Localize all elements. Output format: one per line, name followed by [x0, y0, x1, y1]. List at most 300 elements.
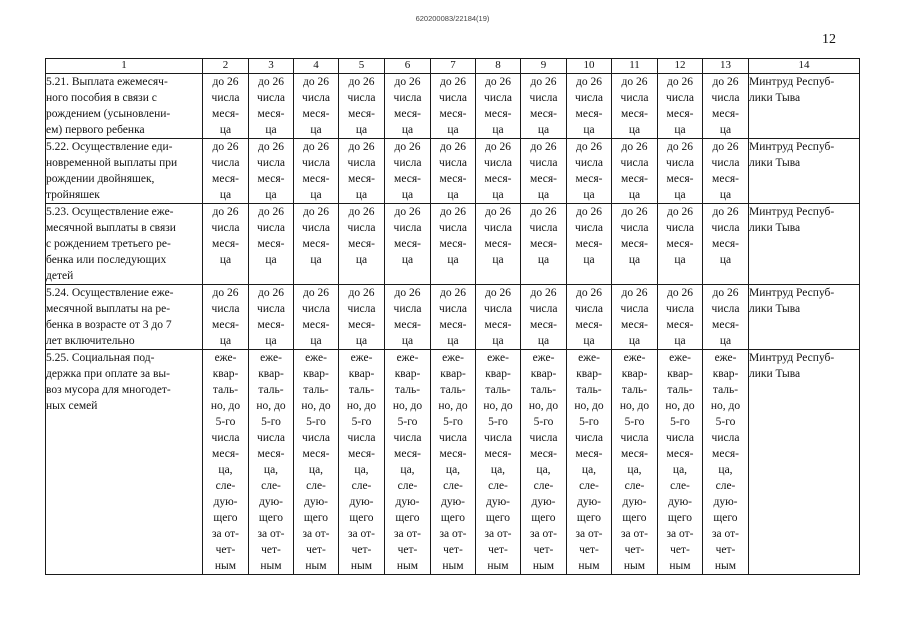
deadline-cell — [658, 139, 703, 204]
cell-text-line: меся- — [348, 448, 375, 460]
cell-text-line: числа — [484, 303, 512, 315]
cell-text-line: таль- — [348, 384, 375, 396]
cell-text-line: числа — [711, 92, 740, 104]
cell-text-line: но, до — [256, 400, 286, 412]
cell-text-line: меся- — [530, 238, 557, 250]
cell-text-line: сле- — [351, 480, 372, 492]
cell-text-line: до 26 — [348, 287, 375, 299]
cell-text-line: ным — [623, 560, 646, 572]
cell-text-line: сле- — [215, 480, 236, 492]
cell-text-line: таль- — [485, 384, 511, 396]
cell-text-line: сле- — [624, 480, 645, 492]
cell-text-line: меся- — [666, 238, 694, 250]
cell-text-line: еже- — [578, 352, 600, 364]
measure-description-cell — [46, 74, 203, 139]
cell-text-line: Минтруд Респуб- — [749, 352, 835, 364]
cell-text-line: числа — [711, 222, 740, 234]
cell-text-line: лики Тыва — [749, 92, 801, 104]
deadline-cell — [521, 74, 567, 139]
deadline-cell — [658, 74, 703, 139]
cell-text-line: таль- — [212, 384, 239, 396]
cell-text-line: меся- — [712, 173, 739, 185]
cell-text-line: ем) первого ребенка — [46, 124, 145, 136]
cell-text-line: до 26 — [440, 76, 466, 88]
deadline-cell — [567, 204, 612, 285]
cell-text-line: квар- — [348, 368, 375, 380]
cell-text-line: сле- — [397, 480, 418, 492]
cell-text-line: сле- — [488, 480, 508, 492]
cell-text-line: ным — [214, 560, 237, 572]
table-row — [46, 350, 860, 575]
cell-text-line: меся- — [212, 319, 239, 331]
cell-text-line: ца, — [218, 464, 233, 476]
cell-text-line: числа — [211, 222, 240, 234]
cell-text-line: щего — [713, 512, 738, 524]
cell-text-line: меся- — [394, 238, 421, 250]
cell-text-line: но, до — [210, 400, 241, 412]
cell-text-line: чет- — [215, 544, 236, 556]
column-header: 11 — [612, 59, 658, 74]
cell-text-line: числа — [666, 432, 694, 444]
cell-text-line: 5-го — [306, 416, 326, 428]
cell-text-line: числа — [257, 222, 285, 234]
cell-text-line: ца, — [263, 464, 279, 476]
cell-text-line: меся- — [439, 238, 467, 250]
cell-text-line: числа — [620, 432, 649, 444]
cell-text-line: числа — [393, 92, 422, 104]
cell-text-line: меся- — [621, 448, 648, 460]
cell-text-line: до 26 — [712, 76, 739, 88]
cell-text-line: меся- — [530, 173, 557, 185]
cell-text-line: таль- — [667, 384, 693, 396]
cell-text-line: еже- — [214, 352, 237, 364]
column-header: 8 — [476, 59, 521, 74]
cell-text-line: числа — [347, 432, 376, 444]
cell-text-line: числа — [211, 303, 240, 315]
cell-text-line: таль- — [576, 384, 602, 396]
cell-text-line: числа — [529, 157, 558, 169]
cell-text-line: числа — [393, 432, 422, 444]
cell-text-line: чет- — [624, 544, 645, 556]
deadline-cell — [339, 139, 385, 204]
cell-text-line: числа — [257, 92, 285, 104]
cell-text-line: меся- — [348, 238, 375, 250]
deadline-cell — [521, 350, 567, 575]
deadline-cell — [703, 74, 749, 139]
cell-text-line: 5-го — [488, 416, 508, 428]
cell-text-line: за от- — [257, 528, 285, 540]
cell-text-line: ца — [537, 335, 550, 347]
cell-text-line: ца — [355, 254, 368, 266]
cell-text-line: ца — [355, 189, 368, 201]
cell-text-line: ца, — [581, 464, 597, 476]
cell-text-line: дую- — [303, 496, 329, 508]
cell-text-line: таль- — [258, 384, 284, 396]
cell-text-line: лики Тыва — [749, 222, 801, 234]
cell-text-line: квар- — [212, 368, 239, 380]
cell-text-line: числа — [529, 92, 558, 104]
cell-text-line: месячной выплаты на ре- — [46, 303, 171, 315]
cell-text-line: меся- — [212, 238, 239, 250]
cell-text-line: таль- — [440, 384, 466, 396]
cell-text-line: ца, — [627, 464, 642, 476]
cell-text-line: числа — [484, 157, 512, 169]
deadline-cell — [203, 285, 249, 350]
deadline-cell — [294, 139, 339, 204]
cell-text-line: числа — [439, 432, 467, 444]
cell-text-line: меся- — [257, 173, 285, 185]
cell-text-line: ца — [310, 124, 322, 136]
cell-text-line: меся- — [439, 448, 467, 460]
cell-text-line: дую- — [258, 496, 284, 508]
cell-text-line: таль- — [394, 384, 421, 396]
schedule-table — [45, 58, 860, 575]
cell-text-line: числа — [711, 432, 740, 444]
cell-text-line: до 26 — [440, 141, 466, 153]
cell-text-line: щего — [576, 512, 602, 524]
cell-text-line: меся- — [530, 319, 557, 331]
cell-text-line: за от- — [575, 528, 603, 540]
cell-text-line: бенка или последующих — [46, 254, 167, 266]
cell-text-line: щего — [667, 512, 693, 524]
cell-text-line: но, до — [346, 400, 377, 412]
cell-text-line: 5-го — [533, 416, 554, 428]
cell-text-line: ца — [401, 189, 414, 201]
cell-text-line: ца — [537, 254, 550, 266]
cell-text-line: меся- — [348, 108, 375, 120]
cell-text-line: ца, — [308, 464, 324, 476]
cell-text-line: 5-го — [443, 416, 463, 428]
cell-text-line: числа — [211, 157, 240, 169]
cell-text-line: до 26 — [348, 76, 375, 88]
cell-text-line: дую- — [576, 496, 602, 508]
deadline-cell — [521, 139, 567, 204]
cell-text-line: числа — [575, 157, 603, 169]
cell-text-line: ца — [583, 124, 595, 136]
cell-text-line: рождением (усыновлени- — [46, 108, 171, 120]
cell-text-line: ным — [578, 560, 600, 572]
cell-text-line: чет- — [397, 544, 418, 556]
cell-text-line: числа — [529, 432, 558, 444]
cell-text-line: меся- — [394, 448, 421, 460]
cell-text-line: ца — [719, 124, 732, 136]
cell-text-line: ца — [492, 254, 504, 266]
cell-text-line: таль- — [530, 384, 557, 396]
column-header: 9 — [521, 59, 567, 74]
cell-text-line: дую- — [213, 496, 238, 508]
cell-text-line: квар- — [667, 368, 693, 380]
cell-text-line: ца — [719, 189, 732, 201]
cell-text-line: но, до — [574, 400, 604, 412]
deadline-cell — [339, 350, 385, 575]
cell-text-line: сле- — [306, 480, 326, 492]
table-row — [46, 74, 860, 139]
table-row — [46, 204, 860, 285]
cell-text-line: меся- — [575, 173, 603, 185]
cell-text-line: до 26 — [303, 287, 329, 299]
cell-text-line: ным — [714, 560, 737, 572]
cell-text-line: но, до — [619, 400, 650, 412]
cell-text-line: до 26 — [212, 287, 239, 299]
cell-text-line: 5-го — [715, 416, 736, 428]
cell-text-line: чет- — [533, 544, 554, 556]
cell-text-line: ца — [265, 335, 277, 347]
cell-text-line: до 26 — [485, 141, 511, 153]
cell-text-line: меся- — [666, 448, 694, 460]
cell-text-line: чет- — [488, 544, 508, 556]
cell-text-line: ца — [447, 254, 459, 266]
cell-text-line: меся- — [302, 238, 330, 250]
cell-text-line: ным — [260, 560, 282, 572]
cell-text-line: за от- — [302, 528, 330, 540]
cell-text-line: меся- — [302, 319, 330, 331]
cell-text-line: чет- — [715, 544, 736, 556]
column-header: 4 — [294, 59, 339, 74]
cell-text-line: числа — [484, 222, 512, 234]
cell-text-line: воз мусора для многодет- — [46, 384, 171, 396]
cell-text-line: еже- — [532, 352, 555, 364]
cell-text-line: ца — [310, 254, 322, 266]
cell-text-line: числа — [575, 92, 603, 104]
cell-text-line: до 26 — [712, 141, 739, 153]
cell-text-line: ца — [628, 254, 641, 266]
deadline-cell — [612, 74, 658, 139]
cell-text-line: 5-го — [261, 416, 281, 428]
cell-text-line: ца — [310, 335, 322, 347]
column-header: 3 — [249, 59, 294, 74]
cell-text-line: еже- — [350, 352, 373, 364]
cell-text-line: ца, — [490, 464, 506, 476]
cell-text-line: квар- — [258, 368, 284, 380]
cell-text-line: за от- — [348, 528, 375, 540]
deadline-cell — [431, 74, 476, 139]
cell-text-line: но, до — [438, 400, 468, 412]
deadline-cell — [294, 74, 339, 139]
responsible-executor-cell — [749, 139, 860, 204]
cell-text-line: числа — [257, 157, 285, 169]
cell-text-line: Минтруд Респуб- — [749, 287, 835, 299]
cell-text-line: ца — [265, 189, 277, 201]
cell-text-line: до 26 — [440, 287, 466, 299]
measure-description-cell — [46, 285, 203, 350]
cell-text-line: но, до — [483, 400, 513, 412]
cell-text-line: меся- — [666, 319, 694, 331]
cell-text-line: меся- — [530, 108, 557, 120]
responsible-executor-cell — [749, 285, 860, 350]
cell-text-line: ным — [532, 560, 555, 572]
cell-text-line: ца — [355, 124, 368, 136]
cell-text-line: но, до — [301, 400, 331, 412]
cell-text-line: сле- — [715, 480, 736, 492]
cell-text-line: но, до — [528, 400, 559, 412]
cell-text-line: числа — [393, 222, 422, 234]
cell-text-line: за от- — [666, 528, 694, 540]
cell-text-line: до 26 — [621, 206, 648, 218]
cell-text-line: щего — [213, 512, 238, 524]
cell-text-line: меся- — [257, 448, 285, 460]
cell-text-line: 5.23. Осуществление еже- — [46, 206, 174, 218]
cell-text-line: до 26 — [621, 76, 648, 88]
cell-text-line: меся- — [212, 448, 239, 460]
cell-text-line: меся- — [666, 108, 694, 120]
cell-text-line: до 26 — [530, 141, 557, 153]
deadline-cell — [476, 204, 521, 285]
cell-text-line: до 26 — [530, 76, 557, 88]
column-header: 13 — [703, 59, 749, 74]
cell-text-line: рождении двойняшек, — [46, 173, 155, 185]
cell-text-line: новременной выплаты при — [46, 157, 178, 169]
cell-text-line: ца — [537, 124, 550, 136]
cell-text-line: до 26 — [258, 141, 284, 153]
cell-text-line: сле- — [261, 480, 281, 492]
cell-text-line: ца — [310, 189, 322, 201]
cell-text-line: ца — [401, 335, 414, 347]
cell-text-line: числа — [666, 222, 694, 234]
cell-text-line: ным — [396, 560, 419, 572]
cell-text-line: квар- — [303, 368, 329, 380]
cell-text-line: квар- — [621, 368, 648, 380]
cell-text-line: Минтруд Респуб- — [749, 206, 835, 218]
cell-text-line: числа — [439, 157, 467, 169]
cell-text-line: таль- — [621, 384, 648, 396]
cell-text-line: щего — [349, 512, 374, 524]
deadline-cell — [249, 204, 294, 285]
column-header: 1 — [46, 59, 203, 74]
cell-text-line: меся- — [484, 448, 512, 460]
column-header: 6 — [385, 59, 431, 74]
cell-text-line: 5.22. Осуществление еди- — [46, 141, 173, 153]
cell-text-line: до 26 — [258, 287, 284, 299]
cell-text-line: до 26 — [303, 206, 329, 218]
responsible-executor-cell — [749, 204, 860, 285]
cell-text-line: меся- — [621, 108, 648, 120]
cell-text-line: меся- — [621, 319, 648, 331]
cell-text-line: числа — [666, 157, 694, 169]
cell-text-line: но, до — [665, 400, 695, 412]
cell-text-line: до 26 — [621, 287, 648, 299]
cell-text-line: держка при оплате за вы- — [46, 368, 170, 380]
column-header: 10 — [567, 59, 612, 74]
cell-text-line: до 26 — [212, 76, 239, 88]
cell-text-line: до 26 — [576, 206, 602, 218]
page-number: 12 — [822, 32, 836, 47]
cell-text-line: меся- — [530, 448, 557, 460]
deadline-cell — [476, 74, 521, 139]
deadline-cell — [339, 285, 385, 350]
cell-text-line: меся- — [484, 238, 512, 250]
cell-text-line: числа — [711, 157, 740, 169]
cell-text-line: щего — [395, 512, 420, 524]
cell-text-line: до 26 — [394, 287, 421, 299]
cell-text-line: за от- — [621, 528, 648, 540]
cell-text-line: числа — [257, 432, 285, 444]
deadline-cell — [476, 350, 521, 575]
cell-text-line: ца — [628, 335, 641, 347]
cell-text-line: меся- — [575, 319, 603, 331]
cell-text-line: меся- — [439, 108, 467, 120]
cell-text-line: меся- — [302, 108, 330, 120]
cell-text-line: сле- — [533, 480, 554, 492]
cell-text-line: ца, — [400, 464, 415, 476]
cell-text-line: до 26 — [667, 206, 693, 218]
cell-text-line: квар- — [712, 368, 739, 380]
cell-text-line: чет- — [351, 544, 372, 556]
cell-text-line: до 26 — [394, 76, 421, 88]
cell-text-line: до 26 — [576, 141, 602, 153]
cell-text-line: ца — [447, 335, 459, 347]
cell-text-line: чет- — [670, 544, 690, 556]
cell-text-line: до 26 — [621, 141, 648, 153]
cell-text-line: числа — [529, 303, 558, 315]
cell-text-line: ца — [219, 254, 232, 266]
header-row — [46, 59, 860, 74]
cell-text-line: ца — [219, 335, 232, 347]
cell-text-line: ным — [669, 560, 691, 572]
cell-text-line: ца — [447, 189, 459, 201]
cell-text-line: меся- — [348, 173, 375, 185]
cell-text-line: меся- — [484, 319, 512, 331]
responsible-executor-cell — [749, 74, 860, 139]
cell-text-line: щего — [622, 512, 647, 524]
cell-text-line: ца — [492, 124, 504, 136]
cell-text-line: 5-го — [397, 416, 418, 428]
cell-text-line: ца — [219, 189, 232, 201]
cell-text-line: до 26 — [212, 206, 239, 218]
cell-text-line: до 26 — [348, 141, 375, 153]
cell-text-line: меся- — [257, 238, 285, 250]
deadline-cell — [385, 350, 431, 575]
cell-text-line: за от- — [212, 528, 239, 540]
deadline-cell — [658, 204, 703, 285]
table-body — [46, 74, 860, 575]
cell-text-line: дую- — [349, 496, 374, 508]
cell-text-line: Минтруд Респуб- — [749, 141, 835, 153]
cell-text-line: ца — [492, 335, 504, 347]
cell-text-line: числа — [439, 303, 467, 315]
cell-text-line: числа — [620, 222, 649, 234]
cell-text-line: меся- — [302, 173, 330, 185]
column-header: 5 — [339, 59, 385, 74]
cell-text-line: ца, — [354, 464, 369, 476]
cell-text-line: меся- — [212, 173, 239, 185]
cell-text-line: щего — [303, 512, 329, 524]
cell-text-line: до 26 — [530, 206, 557, 218]
deadline-cell — [567, 350, 612, 575]
cell-text-line: меся- — [621, 173, 648, 185]
cell-text-line: щего — [531, 512, 556, 524]
cell-text-line: меся- — [439, 319, 467, 331]
deadline-cell — [521, 285, 567, 350]
cell-text-line: меся- — [712, 448, 739, 460]
cell-text-line: ца — [219, 124, 232, 136]
cell-text-line: меся- — [484, 173, 512, 185]
cell-text-line: меся- — [621, 238, 648, 250]
cell-text-line: квар- — [576, 368, 602, 380]
cell-text-line: числа — [302, 222, 330, 234]
cell-text-line: меся- — [302, 448, 330, 460]
cell-text-line: числа — [393, 157, 422, 169]
cell-text-line: ца — [265, 124, 277, 136]
cell-text-line: числа — [711, 303, 740, 315]
cell-text-line: числа — [575, 222, 603, 234]
cell-text-line: дую- — [395, 496, 420, 508]
cell-text-line: меся- — [439, 173, 467, 185]
cell-text-line: еже- — [260, 352, 282, 364]
cell-text-line: еже- — [442, 352, 464, 364]
cell-text-line: до 26 — [576, 76, 602, 88]
responsible-executor-cell — [749, 350, 860, 575]
deadline-cell — [703, 350, 749, 575]
